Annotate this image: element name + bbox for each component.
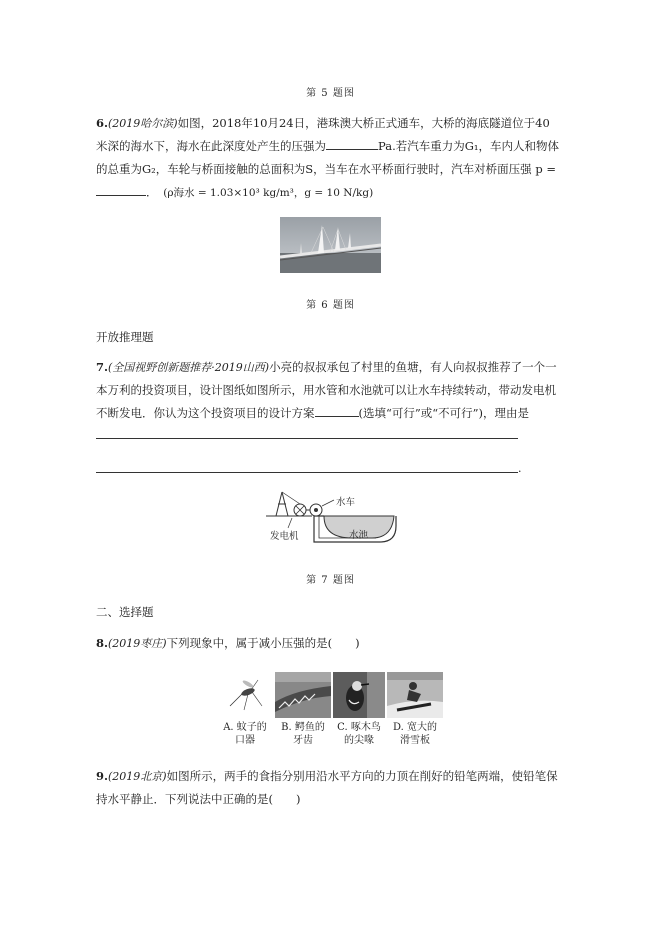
q8-photo-snowboard [387,672,443,718]
q8-stem: 下列现象中，属于减小压强的是( ) [166,636,360,650]
q6-line1: 如图，2018年10月24日，港珠澳大桥正式通车，大桥的海底隧道位于40 [177,116,550,130]
fig7-label-pool: 水池 [349,530,369,541]
q8-source: (2019枣庄) [108,637,167,650]
q7-answer-line-1[interactable] [96,438,518,439]
question-9 [96,765,566,811]
section-open-reasoning: 开放推理题 [96,330,154,344]
q8-option-b-line2: 牙齿 [293,735,313,746]
q8-option-a-line2: 口器 [235,735,255,746]
q7-line2: 本万利的投资项目，设计图纸如图所示，用水管和水池就可以让水车持续转动，带动发电机 [96,383,556,397]
q7-number: 7. [96,360,109,374]
q7-end-dot: . [518,462,522,475]
fig5-caption: 第 5 题图 [306,88,355,99]
q7-line3a: 不断发电．你认为这个投资项目的设计方案 [96,406,315,420]
q6-line3: 的总重为G₂，车轮与桥面接触的总面积为S，当车在水平桥面行驶时，汽车对桥面压强 p = [96,162,556,176]
fig7-caption: 第 7 题图 [306,575,355,586]
q7-answer-line-2[interactable] [96,472,518,473]
q8-option-b[interactable] [275,721,331,747]
q8-option-d-line1: D. 宽大的 [392,722,438,733]
q7-line3b: (选填“可行”或“不可行”)，理由是 [358,406,529,420]
q6-line2a: 米深的海水下，海水在此深度处产生的压强为 [96,139,326,153]
q8-option-c[interactable] [333,721,385,747]
q9-number: 9. [96,769,109,783]
fig7-label-generator: 发电机 [270,531,299,542]
question-8 [96,632,566,655]
section-choice: 二、选择题 [96,605,154,619]
question-6: 6.(2019哈尔滨)如图，2018年10月24日，港珠澳大桥正式通车，大桥的海底隧道位于40 米深的海水下，海水在此深度处产生的压强为 Pa.若汽车重力为G₁，车内人和物体 的总重为G₂，车轮与桥面接触的总面积为S，当车在水平桥面行驶时，汽车对桥面压强 p = ． (ρ海水 = 1.03×10³ kg/m³，g = 10 N/kg) [96,116,560,199]
q8-option-d[interactable] [387,721,443,747]
q6-line4: (ρ海水 = 1.03×10³ kg/m³，g = 10 N/kg) [163,187,374,199]
q9-line2: 持水平静止．下列说法中正确的是( ) [96,792,301,806]
q8-photo-mosquito [218,672,272,718]
q8-photo-woodpecker [333,672,385,718]
q8-number: 8. [96,636,109,650]
q7-blank-feasible[interactable] [315,404,359,417]
q9-line1: 如图所示，两手的食指分别用沿水平方向的力顶在削好的铅笔两端，使铅笔保 [166,769,558,783]
fig6-bridge-photo [280,217,381,273]
q8-option-c-line2: 的尖喙 [344,735,374,746]
q6-line2b: Pa.若汽车重力为G₁，车内人和物体 [378,139,560,153]
fig6-caption: 第 6 题图 [306,300,355,311]
q8-photo-crocodile [275,672,331,718]
q6-blank-pressure[interactable] [326,137,378,150]
q6-number: 6. [96,116,109,130]
q7-line1: 小亮的叔叔承包了村里的鱼塘，有人向叔叔推荐了一个一 [269,360,557,374]
question-7 [96,356,566,425]
q8-option-a[interactable] [218,721,272,747]
q8-option-b-line1: B. 鳄鱼的 [281,722,325,733]
q9-source: (2019北京) [108,770,167,783]
q6-blank-car-pressure[interactable] [96,183,146,196]
fig7-label-waterwheel: 水车 [336,497,356,508]
q7-source: (全国视野创新题推荐·2019山西) [108,361,270,374]
q6-source: (2019哈尔滨) [108,117,178,130]
q8-option-a-line1: A. 蚊子的 [223,722,267,733]
q8-option-c-line1: C. 啄木鸟 [337,722,381,733]
q8-option-d-line2: 滑雪板 [400,735,430,746]
